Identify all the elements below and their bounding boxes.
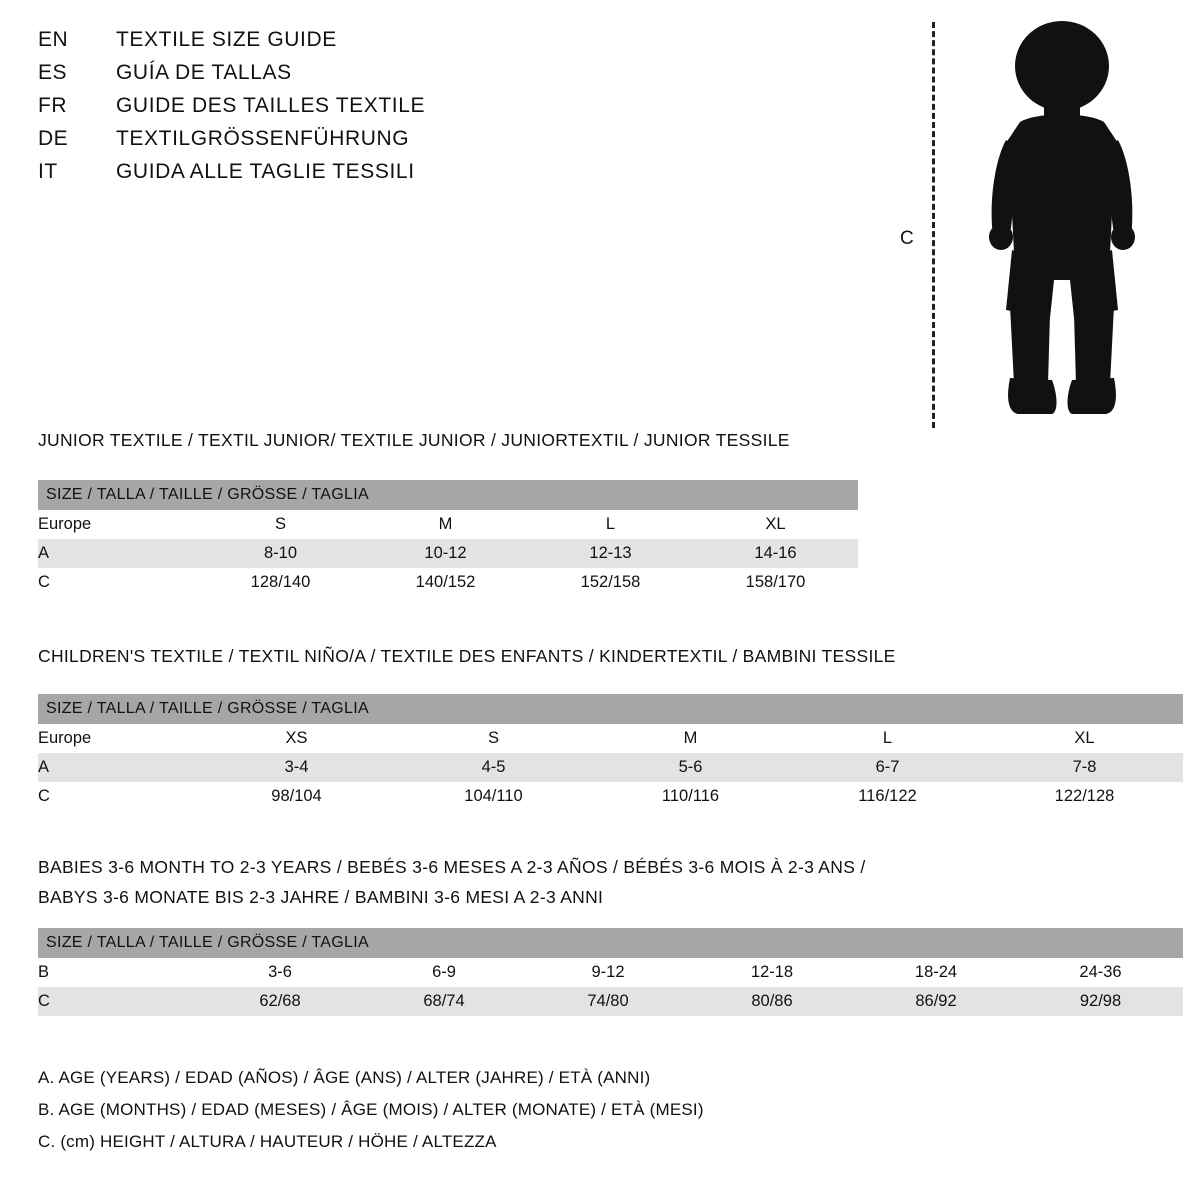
cell-c-1: 128/140 <box>198 568 363 597</box>
cell-c-4: 80/86 <box>690 987 854 1016</box>
table-row <box>38 539 858 568</box>
title-row-en <box>38 28 678 61</box>
cell-b-2: 6-9 <box>362 958 526 987</box>
title-row-de <box>38 127 678 160</box>
cell-c-6: 92/98 <box>1018 987 1183 1016</box>
table-children <box>38 694 1183 811</box>
table-row <box>38 510 858 539</box>
row-label-a: A <box>38 539 198 568</box>
cell-c-2: 104/110 <box>395 782 592 811</box>
cell-c-5: 86/92 <box>854 987 1018 1016</box>
cell-a-5: 7-8 <box>986 753 1183 782</box>
cell-a-2: 4-5 <box>395 753 592 782</box>
section-heading-babies-line1: BABIES 3-6 MONTH TO 2-3 YEARS / BEBÉS 3-6 MESES A 2-3 AÑOS / BÉBÉS 3-6 MOIS À 2-3 ANS / <box>38 857 866 877</box>
row-label-a: A <box>38 753 198 782</box>
title-row-fr <box>38 94 678 127</box>
cell-europe-3: L <box>528 510 693 539</box>
cell-europe-5: XL <box>986 724 1183 753</box>
table-children-band-label: SIZE / TALLA / TAILLE / GRÖSSE / TAGLIA <box>38 694 1183 724</box>
title-lang-de: DE <box>38 127 69 150</box>
title-lang-es: ES <box>38 61 68 84</box>
table-babies <box>38 928 1183 1016</box>
table-junior <box>38 480 858 597</box>
table-junior-band-header <box>38 480 858 510</box>
cell-a-4: 14-16 <box>693 539 858 568</box>
cell-b-4: 12-18 <box>690 958 854 987</box>
cell-b-3: 9-12 <box>526 958 690 987</box>
title-row-it <box>38 160 678 193</box>
table-row <box>38 753 1183 782</box>
cell-a-2: 10-12 <box>363 539 528 568</box>
footnote-a: A. AGE (YEARS) / EDAD (AÑOS) / ÂGE (ANS) / ALTER (JAHRE) / ETÀ (ANNI) <box>38 1068 651 1087</box>
table-junior-band-label: SIZE / TALLA / TAILLE / GRÖSSE / TAGLIA <box>38 480 858 510</box>
cell-c-5: 122/128 <box>986 782 1183 811</box>
cell-c-3: 152/158 <box>528 568 693 597</box>
table-row <box>38 724 1183 753</box>
title-text-it: GUIDA ALLE TAGLIE TESSILI <box>116 160 415 183</box>
cell-c-2: 68/74 <box>362 987 526 1016</box>
title-block <box>38 28 678 193</box>
cell-europe-2: M <box>363 510 528 539</box>
footnotes <box>38 1068 704 1164</box>
row-label-europe: Europe <box>38 510 198 539</box>
height-measure-dashed-line <box>932 22 935 428</box>
title-text-de: TEXTILGRÖSSENFÜHRUNG <box>116 127 410 150</box>
section-heading-babies-line2: BABYS 3-6 MONATE BIS 2-3 JAHRE / BAMBINI 3-6 MESI A 2-3 ANNI <box>38 887 604 907</box>
cell-a-1: 8-10 <box>198 539 363 568</box>
section-heading-children: CHILDREN'S TEXTILE / TEXTIL NIÑO/A / TEXTILE DES ENFANTS / KINDERTEXTIL / BAMBINI TESSILE <box>38 646 896 666</box>
title-text-fr: GUIDE DES TAILLES TEXTILE <box>116 94 426 117</box>
row-label-b: B <box>38 958 198 987</box>
table-children-band-header <box>38 694 1183 724</box>
footnote-c: C. (cm) HEIGHT / ALTURA / HAUTEUR / HÖHE / ALTEZZA <box>38 1132 497 1151</box>
cell-a-1: 3-4 <box>198 753 395 782</box>
footnote-b: B. AGE (MONTHS) / EDAD (MESES) / ÂGE (MOIS) / ALTER (MONATE) / ETÀ (MESI) <box>38 1100 704 1119</box>
section-heading-junior: JUNIOR TEXTILE / TEXTIL JUNIOR/ TEXTILE JUNIOR / JUNIORTEXTIL / JUNIOR TESSILE <box>38 430 790 450</box>
cell-a-4: 6-7 <box>789 753 986 782</box>
cell-c-4: 158/170 <box>693 568 858 597</box>
row-label-c: C <box>38 782 198 811</box>
height-measure-label: C <box>900 228 914 249</box>
cell-b-1: 3-6 <box>198 958 362 987</box>
table-row <box>38 568 858 597</box>
child-silhouette <box>962 18 1162 433</box>
table-row <box>38 958 1183 987</box>
cell-b-5: 18-24 <box>854 958 1018 987</box>
title-row-es <box>38 61 678 94</box>
row-label-europe: Europe <box>38 724 198 753</box>
cell-europe-3: M <box>592 724 789 753</box>
title-text-en: TEXTILE SIZE GUIDE <box>116 28 337 51</box>
section-heading-babies <box>38 852 866 912</box>
cell-europe-4: L <box>789 724 986 753</box>
cell-a-3: 5-6 <box>592 753 789 782</box>
cell-c-4: 116/122 <box>789 782 986 811</box>
table-babies-band-header <box>38 928 1183 958</box>
cell-europe-2: S <box>395 724 592 753</box>
cell-c-2: 140/152 <box>363 568 528 597</box>
title-text-es: GUÍA DE TALLAS <box>116 61 292 84</box>
cell-a-3: 12-13 <box>528 539 693 568</box>
row-label-c: C <box>38 987 198 1016</box>
table-babies-band-label: SIZE / TALLA / TAILLE / GRÖSSE / TAGLIA <box>38 928 1183 958</box>
table-row <box>38 987 1183 1016</box>
title-lang-en: EN <box>38 28 69 51</box>
figure-area <box>900 10 1160 430</box>
cell-europe-1: S <box>198 510 363 539</box>
title-lang-fr: FR <box>38 94 67 117</box>
cell-b-6: 24-36 <box>1018 958 1183 987</box>
cell-europe-4: XL <box>693 510 858 539</box>
title-lang-it: IT <box>38 160 58 183</box>
cell-c-3: 74/80 <box>526 987 690 1016</box>
cell-c-1: 98/104 <box>198 782 395 811</box>
row-label-c: C <box>38 568 198 597</box>
cell-c-1: 62/68 <box>198 987 362 1016</box>
cell-europe-1: XS <box>198 724 395 753</box>
table-row <box>38 782 1183 811</box>
cell-c-3: 110/116 <box>592 782 789 811</box>
